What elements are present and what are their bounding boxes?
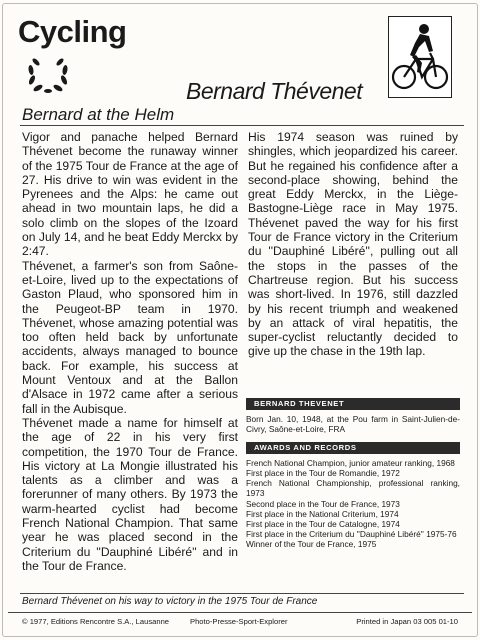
photo-caption: Bernard Thévenet on his way to victory in the 1975 Tour de France xyxy=(22,596,318,607)
article-column-right xyxy=(248,130,458,359)
award-item: French National Championship, professional ranking, 1973 xyxy=(246,478,460,499)
athlete-name-title: Bernard Thévenet xyxy=(186,78,363,104)
category-title: Cycling xyxy=(18,14,127,49)
article-subtitle: Bernard at the Helm xyxy=(22,105,175,124)
series-name: Photo-Presse-Sport-Explorer xyxy=(190,617,288,626)
caption-divider xyxy=(20,593,464,594)
article-column-left xyxy=(22,130,238,573)
article-paragraph: Vigor and panache helped Bernard Thévenet become the runaway winner of the 1975 Tour de France at the age of 27. His drive to win was evident in the Pyrenees and the Alps: he came out ahead in two mountain laps, he did a solo climb on the slopes of the Izoard on July 14, and he beat Eddy Merckx by 2:47. xyxy=(22,130,238,259)
bio-text: Born Jan. 10, 1948, at the Pou farm in Saint-Julien-de-Civry, Saône-et-Loire, FRA xyxy=(246,414,460,435)
article-paragraph: Thévenet, a farmer's son from Saône-et-Loire, lived up to the expectations of Gaston Plaud, who sponsored him in the Peugeot-BP team in 1970. Thévenet, whose amazing potential was too often held back by unfortunate accidents, always managed to bounce back. For example, his success at Mount Ventoux and at the Ballon d'Alsace in 1972 came after a serious fall in the Aubisque. xyxy=(22,258,238,416)
award-item: First place in the Tour de Catalogne, 1974 xyxy=(246,518,400,529)
award-item: Second place in the Tour de France, 1973 xyxy=(246,498,400,509)
award-item: First place in the Criterium du ''Dauphiné Libéré'' 1975-76 xyxy=(246,529,457,540)
footer-divider xyxy=(8,612,472,613)
cyclist-icon xyxy=(388,16,452,98)
header-divider xyxy=(20,125,464,126)
award-item: French National Champion, junior amateur ranking, 1968 xyxy=(246,458,455,468)
article-paragraph: His 1974 season was ruined by shingles, which jeopardized his career. But he regained his confidence after a second-place showing, behind the great Eddy Merckx, in the Liège-Bastogne-Liège race in May 1975. Thévenet paved the way for his first Tour de France victory in the Criterium du ''Dauphiné Libéré'', pulling out all the stops in the passes of the Chartreuse region. But his success was short-lived. In 1976, still dazzled by his recent triumph and weakened by an attack of viral hepatitis, the super-cyclist reluctantly decided to give up the chase in the 19th lap. xyxy=(248,130,458,359)
award-item: Winner of the Tour de France, 1975 xyxy=(246,539,377,550)
award-item: First place in the National Criterium, 1974 xyxy=(246,508,399,519)
laurel-wreath-icon xyxy=(26,56,70,96)
print-info: Printed in Japan 03 005 01-10 xyxy=(356,617,458,626)
award-item: First place in the Tour de Romandie, 1972 xyxy=(246,468,400,479)
awards-heading: AWARDS AND RECORDS xyxy=(246,442,460,454)
article-paragraph: Thévenet made a name for himself at the age of 22 in his very first competition, the 1970 Tour de France. His victory at La Mongie illustrated his talents as a climber and was a forerunner of many others. By 1973 the warm-hearted cyclist had become French National Champion. That same year he was placed second in the Criterium du ''Dauphiné Libéré'' and in the Tour de France. xyxy=(22,415,238,573)
awards-list xyxy=(246,458,460,549)
copyright-text: © 1977, Editions Rencontre S.A., Lausanne xyxy=(22,617,170,626)
bio-heading: BERNARD THEVENET xyxy=(246,398,460,410)
